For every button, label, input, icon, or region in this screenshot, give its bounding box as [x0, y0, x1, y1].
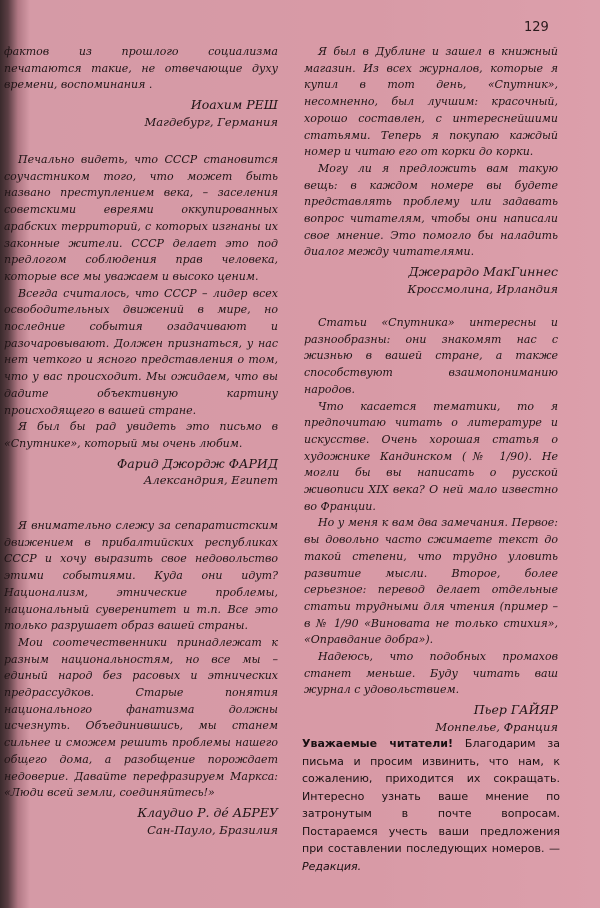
letter-paragraph: Что касается тематики, то я предпочитаю читать о литературе и искусстве. Очень хорошая статья о художнике Кандинском (№ 1/90). Не могли бы вы написать о русской живописи XIX века? О ней мало известно во Франции.	[304, 399, 558, 513]
letter-gaillard	[304, 315, 558, 736]
letter-paragraph: фактов из прошлого социализма печатаются такие, не отвечающие духу времени, воспоминания .	[4, 45, 278, 92]
letter-paragraph: Мои соотечественники принадлежат к разным национальностям, но все мы – единый народ без расовых и этнических предрассудков. Старые понятия национального фанатизма должны исчезнуть. Объединившись, мы станем сильнее и сможем решить проблемы нашего общего дома, а разобщение порождает недоверие. Давайте перефразируем Маркса: «Люди всей земли, соединяйтесь!»	[4, 635, 278, 800]
letter-resh	[4, 44, 278, 131]
letter-mcginnes	[304, 44, 558, 298]
editorial-body: Благодарим за письма и просим извинить, что нам, к сожалению, приходится их сокращать. Интересно узнать ваше мнение по затронутым в почте вопросам. Постараемся учесть ваши предложения при составлении последующих номеров. —	[302, 737, 560, 855]
letter-signature: Джерардо МакГиннес	[408, 264, 558, 280]
letter-paragraph: Могу ли я предложить вам такую вещь: в каждом номере вы будете представлять проблему или задавать вопрос читателям, чтобы они написали свое мнение. Это помогло бы наладить диалог между читателями.	[304, 161, 558, 259]
letter-location: Монпелье, Франция	[435, 719, 558, 734]
letter-location: Кроссмолина, Ирландия	[407, 281, 558, 296]
letter-paragraph: Печально видеть, что СССР становится соучастником того, что может быть названо преступлением века, – заселения советскими евреями оккупированных арабских территорий, с которых изгнаны их законные жители. СССР делает это под предлогом соблюдения прав человека, которые все мы уважаем и высоко ценим.	[4, 153, 278, 283]
letter-abreu	[4, 518, 278, 838]
letter-paragraph: Всегда считалось, что СССР – лидер всех освободительных движений в мире, но последние события озадачивают и разочаровывают. Должен признаться, у нас нет четкого и ясного представления о том, что у вас происходит. Мы ожидаем, что вы дадите объективную картину происходящего в вашей стране.	[4, 286, 278, 417]
letter-paragraph: Но у меня к вам два замечания. Первое: вы довольно часто сжимаете текст до такой степени, что трудно уловить развитие мысли. Второе, более серьезное: перевод делает отдельные статьи трудными для чтения (пример – в № 1/90 «Виновата не только стихия», «Оправдание добра»).	[304, 516, 558, 647]
letter-location: Сан-Пауло, Бразилия	[147, 822, 278, 837]
page-number: 129	[524, 20, 549, 35]
letter-paragraph: Статьи «Спутника» интересны и разнообразны: они знакомят нас с жизнью в вашей стране, а также способствуют взаимопониманию народов.	[304, 316, 558, 396]
letter-signature: Пьер ГАЙЯР	[473, 702, 558, 718]
letter-paragraph: Я внимательно слежу за сепаратистским движением в прибалтийских республиках СССР и хочу выразить свое недовольство этими событиями. Куда они идут? Национализм, этнические проблемы, национальный суверенитет и т.п. Все это только разрушает образ вашей страны.	[4, 519, 278, 633]
editorial-credit: Редакция.	[302, 859, 362, 873]
letter-paragraph: Надеюсь, что подобных промахов станет меньше. Буду читать ваш журнал с удовольствием.	[304, 650, 558, 697]
editorial-note	[302, 735, 560, 875]
editorial-lead: Уважаемые читатели!	[302, 737, 453, 750]
letter-signature: Иоахим РЕШ	[190, 97, 278, 113]
letter-farid	[4, 152, 278, 489]
letter-location: Александрия, Египет	[143, 473, 278, 488]
letter-signature: Клаудио Р. дé АБРЕУ	[137, 804, 278, 820]
letter-paragraph: Я был в Дублине и зашел в книжный магазин. Из всех журналов, которые я купил в тот день, «Спутник», несомненно, был лучшим: красочный, хорошо составлен, с интереснейшими статьями. Теперь я покупаю каждый номер и читаю его от корки до корки.	[304, 45, 558, 159]
letter-location: Магдебург, Германия	[144, 114, 278, 129]
letter-signature: Фарид Джордж ФАРИД	[116, 455, 278, 471]
letter-paragraph: Я был бы рад увидеть это письмо в «Спутнике», который мы очень любим.	[4, 420, 278, 450]
